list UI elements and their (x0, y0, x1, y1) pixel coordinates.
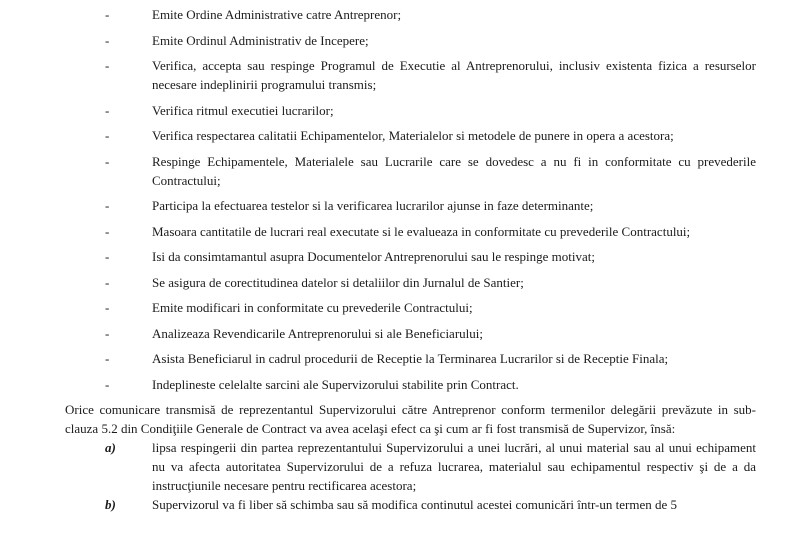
bullet-dash: - (105, 32, 110, 48)
bullet-dash: - (105, 198, 110, 213)
list-item-text: Indeplineste celelalte sarcini ale Supervizorului stabilite prin Contract. (152, 376, 519, 392)
list-item (105, 222, 756, 241)
bullet-dash: - (105, 153, 110, 169)
list-item-text: Se asigura de corectitudinea datelor si detaliilor din Jurnalul de Santier; (152, 274, 524, 290)
list-item (105, 247, 756, 266)
bullet-dash: - (105, 274, 110, 290)
list-item-text: Verifica ritmul executiei lucrarilor; (152, 102, 334, 118)
list-item (105, 349, 756, 368)
list-item-text: Verifica, accepta sau respinge Programul de Executie al Antreprenorului, inclusiv existenta fizica a resurselor necesare indeplinirii programului transmis; (152, 58, 756, 92)
lettered-item-a (105, 438, 756, 495)
list-item-text: Isi da consimtamantul asupra Documentelor Antreprenorului sau le respinge motivat; (152, 249, 595, 264)
list-item-text: Emite Ordine Administrative catre Antreprenor; (152, 7, 402, 22)
list-item-text: Masoara cantitatile de lucrari real executate si le evalueaza in conformitate cu prevederile Contractului; (152, 223, 691, 239)
lettered-list (0, 438, 800, 514)
list-item-text: Participa la efectuarea testelor si la verificarea lucrarilor ajunse in faze determinante; (152, 198, 594, 213)
list-item (105, 273, 756, 292)
list-item (105, 31, 756, 50)
bullet-dash: - (105, 351, 110, 366)
bullet-dash: - (105, 58, 110, 73)
list-item-text: Respinge Echipamentele, Materialele sau Lucrarile care se dovedesc a nu fi in conformitate cu prevederile Contractului; (152, 153, 756, 188)
bullet-dash: - (105, 325, 110, 341)
list-item (105, 5, 756, 24)
bullet-dash: - (105, 223, 110, 239)
bullet-dash: - (105, 7, 110, 22)
list-item (105, 196, 756, 215)
item-letter-b: b) (105, 497, 116, 512)
list-item (105, 101, 756, 120)
delegation-paragraph: Orice comunicare transmisă de reprezentantul Supervizorului către Antreprenor conform termenilor delegării prevăzute in sub-clauza 5.2 din Condiţiile Generale de Contract va avea acelaşi efect ca şi cum ar fi fost transmisă de Supervizor, însă: (65, 402, 756, 436)
bullet-dash: - (105, 102, 110, 118)
item-letter-a: a) (105, 440, 116, 455)
list-item-text: Emite modificari in conformitate cu prevederile Contractului; (152, 300, 473, 315)
list-item (105, 324, 756, 343)
bullet-dash: - (105, 300, 110, 315)
list-item-text: Verifica respectarea calitatii Echipamentelor, Materialelor si metodele de punere in opera a acestora; (152, 128, 674, 143)
list-item-text: Emite Ordinul Administrativ de Incepere; (152, 32, 369, 48)
lettered-item-b (105, 495, 756, 514)
bullet-dash: - (105, 249, 110, 264)
list-item (105, 152, 756, 190)
list-item (105, 375, 756, 394)
bullet-dash: - (105, 128, 110, 143)
list-item (105, 298, 756, 317)
lettered-item-text: Supervizorul va fi liber să schimba sau să modifica continutul acestei comunicări într-un termen de 5 (152, 497, 677, 512)
lettered-item-text: lipsa respingerii din partea reprezentantului Supervizorului a unei lucrări, al unui material sau al unui echipament nu va afecta autoritatea Supervizorului de a refuza lucrarea, materialul sau echipamentul respectiv şi de a da instrucţiunile necesare pentru rectificarea acestora; (152, 440, 756, 493)
list-item-text: Asista Beneficiarul in cadrul procedurii de Receptie la Terminarea Lucrarilor si de Receptie Finala; (152, 351, 669, 366)
bullet-dash: - (105, 376, 110, 392)
supervisor-duties-list (0, 5, 800, 394)
list-item (105, 56, 756, 94)
list-item (105, 126, 756, 145)
list-item-text: Analizeaza Revendicarile Antreprenorului si ale Beneficiarului; (152, 325, 483, 341)
